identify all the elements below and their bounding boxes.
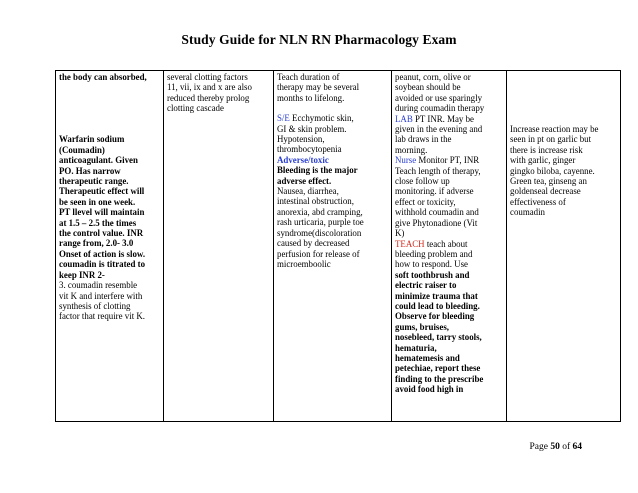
text-line: avoided or use sparingly	[395, 92, 483, 103]
side-effects-line	[277, 113, 388, 123]
text-line: soft toothbrush and	[395, 269, 470, 280]
text-line: coumadin	[510, 207, 545, 218]
nurse-line	[395, 155, 503, 165]
text-line: there is increase risk	[510, 144, 583, 155]
text-line: bleeding problem and	[395, 248, 473, 259]
text-line: syndrome(discoloration	[277, 227, 362, 238]
text-line: at 1.5 – 2.5 the times	[59, 217, 137, 228]
text-line: seen in pt on garlic but	[510, 134, 592, 145]
text-line: several clotting factors	[167, 72, 248, 82]
text-line: clotting cascade	[167, 103, 224, 114]
text-line: be seen in one week.	[59, 196, 136, 207]
text-line: intestinal obstruction,	[277, 196, 354, 207]
text-line: during coumadin therapy	[395, 103, 485, 114]
text-line: Observe for bleeding	[395, 311, 475, 322]
text-line: Green tea, ginseng an	[510, 176, 587, 187]
text-line: therapeutic range.	[59, 176, 129, 187]
text-line: could lead to bleeding.	[395, 300, 480, 311]
text-line: with garlic, ginger	[510, 155, 576, 166]
text-line: gingko biloba, cayenne.	[510, 165, 595, 176]
drug-table	[55, 70, 621, 422]
text-line: minimize trauma that	[395, 290, 478, 301]
text-line: close follow up	[395, 176, 450, 187]
text-line: lab draws in the	[395, 134, 452, 145]
text-line: synthesis of clotting	[59, 300, 131, 311]
text-line: therapy may be several	[277, 82, 360, 93]
page-title: Study Guide for NLN RN Pharmacology Exam	[181, 32, 457, 47]
text-line: finding to the prescribe	[395, 373, 484, 384]
table-cell-nursing	[392, 71, 507, 422]
text-line: GI & skin problem.	[277, 123, 347, 134]
text-line: soybean should be	[395, 82, 461, 93]
text-line: rash urticaria, purple toe	[277, 217, 364, 228]
se-label: S/E	[277, 113, 290, 124]
table-cell-drug	[56, 71, 164, 422]
text-line: Warfarin sodium	[59, 134, 125, 145]
text-line: anticoagulant. Given	[59, 155, 138, 166]
table-cell-mechanism	[164, 71, 274, 422]
text-line: morning.	[395, 144, 428, 155]
text-line: thrombocytopenia	[277, 144, 342, 155]
text-line: 11, vii, ix and x are also	[167, 82, 252, 93]
text-line: (Coumadin)	[59, 144, 105, 155]
text-line: peanut, corn, olive or	[395, 72, 471, 82]
page-prefix: Page	[529, 442, 551, 452]
lab-text: PT INR. May be	[412, 113, 474, 124]
text-line: withhold coumadin and	[395, 207, 479, 218]
text-line: months to lifelong.	[277, 92, 345, 103]
lab-line	[395, 114, 503, 124]
text-line: give Phytonadione (Vit	[395, 217, 478, 228]
text-line: nosebleed, tarry stools,	[395, 332, 482, 343]
text-line: Therapeutic effect will	[59, 186, 145, 197]
text-line: reduced thereby prolog	[167, 92, 250, 103]
page-current: 50	[550, 442, 560, 452]
page-separator: of	[559, 442, 573, 452]
text-line: PO. Has narrow	[59, 165, 121, 176]
text-line: effect or toxicity,	[395, 196, 456, 207]
text-line: Increase reaction may be	[510, 124, 599, 134]
se-text: Ecchymotic skin,	[289, 113, 354, 124]
text-line: avoid food high in	[395, 384, 464, 395]
teach-text: teach about	[424, 238, 468, 249]
text-line: hematuria,	[395, 342, 437, 353]
page-total: 64	[572, 442, 582, 452]
text-line: Nausea, diarrhea,	[277, 186, 339, 197]
text-line: adverse effect.	[277, 175, 332, 186]
text-line: how to respond. Use	[395, 259, 468, 270]
text-line: range from, 2.0- 3.0	[59, 238, 134, 249]
teach-label: TEACH	[395, 238, 425, 249]
text-line: perfusion for release of	[277, 248, 360, 259]
text-line: factor that require vit K.	[59, 311, 146, 322]
text-line: Hypotension,	[277, 134, 325, 145]
table-cell-side-effects	[274, 71, 392, 422]
text-line: keep INR 2-	[59, 269, 105, 280]
text-line: coumadin is titrated to	[59, 259, 146, 270]
text-line: K)	[395, 228, 405, 239]
text-line: given in the evening and	[395, 124, 483, 135]
text-line: microemboolic	[277, 258, 331, 269]
text-line: the control value. INR	[59, 228, 144, 239]
text-line: monitoring. if adverse	[395, 186, 474, 197]
text-line: Teach duration of	[277, 72, 340, 82]
text-line: effectiveness of	[510, 196, 566, 207]
text-line: electric raiser to	[395, 280, 457, 291]
adverse-label: Adverse/toxic	[277, 154, 329, 165]
text-line: vit K and interfere with	[59, 290, 143, 301]
table-cell-interactions	[507, 71, 621, 422]
nurse-label: Nurse	[395, 155, 417, 166]
nurse-text: Monitor PT, INR	[416, 155, 480, 166]
text-line: Onset of action is slow.	[59, 248, 146, 259]
text-line: goldenseal decrease	[510, 186, 581, 197]
text-line: hematemesis and	[395, 352, 460, 363]
text-line: gums, bruises,	[395, 321, 449, 332]
text-line: Bleeding is the major	[277, 165, 358, 176]
text-line: 3. coumadin resemble	[59, 280, 138, 291]
teach-line	[395, 239, 503, 249]
page-number	[529, 442, 582, 452]
text-line: anorexia, abd cramping,	[277, 206, 363, 217]
text-line: Teach length of therapy,	[395, 165, 481, 176]
text-line: petechiae, report these	[395, 363, 481, 374]
table-row	[56, 71, 621, 422]
lab-label: LAB	[395, 113, 413, 124]
intro-text: the body can absorbed,	[59, 72, 147, 82]
text-line: caused by decreased	[277, 238, 350, 249]
text-line: PT llevel will maintain	[59, 207, 145, 218]
